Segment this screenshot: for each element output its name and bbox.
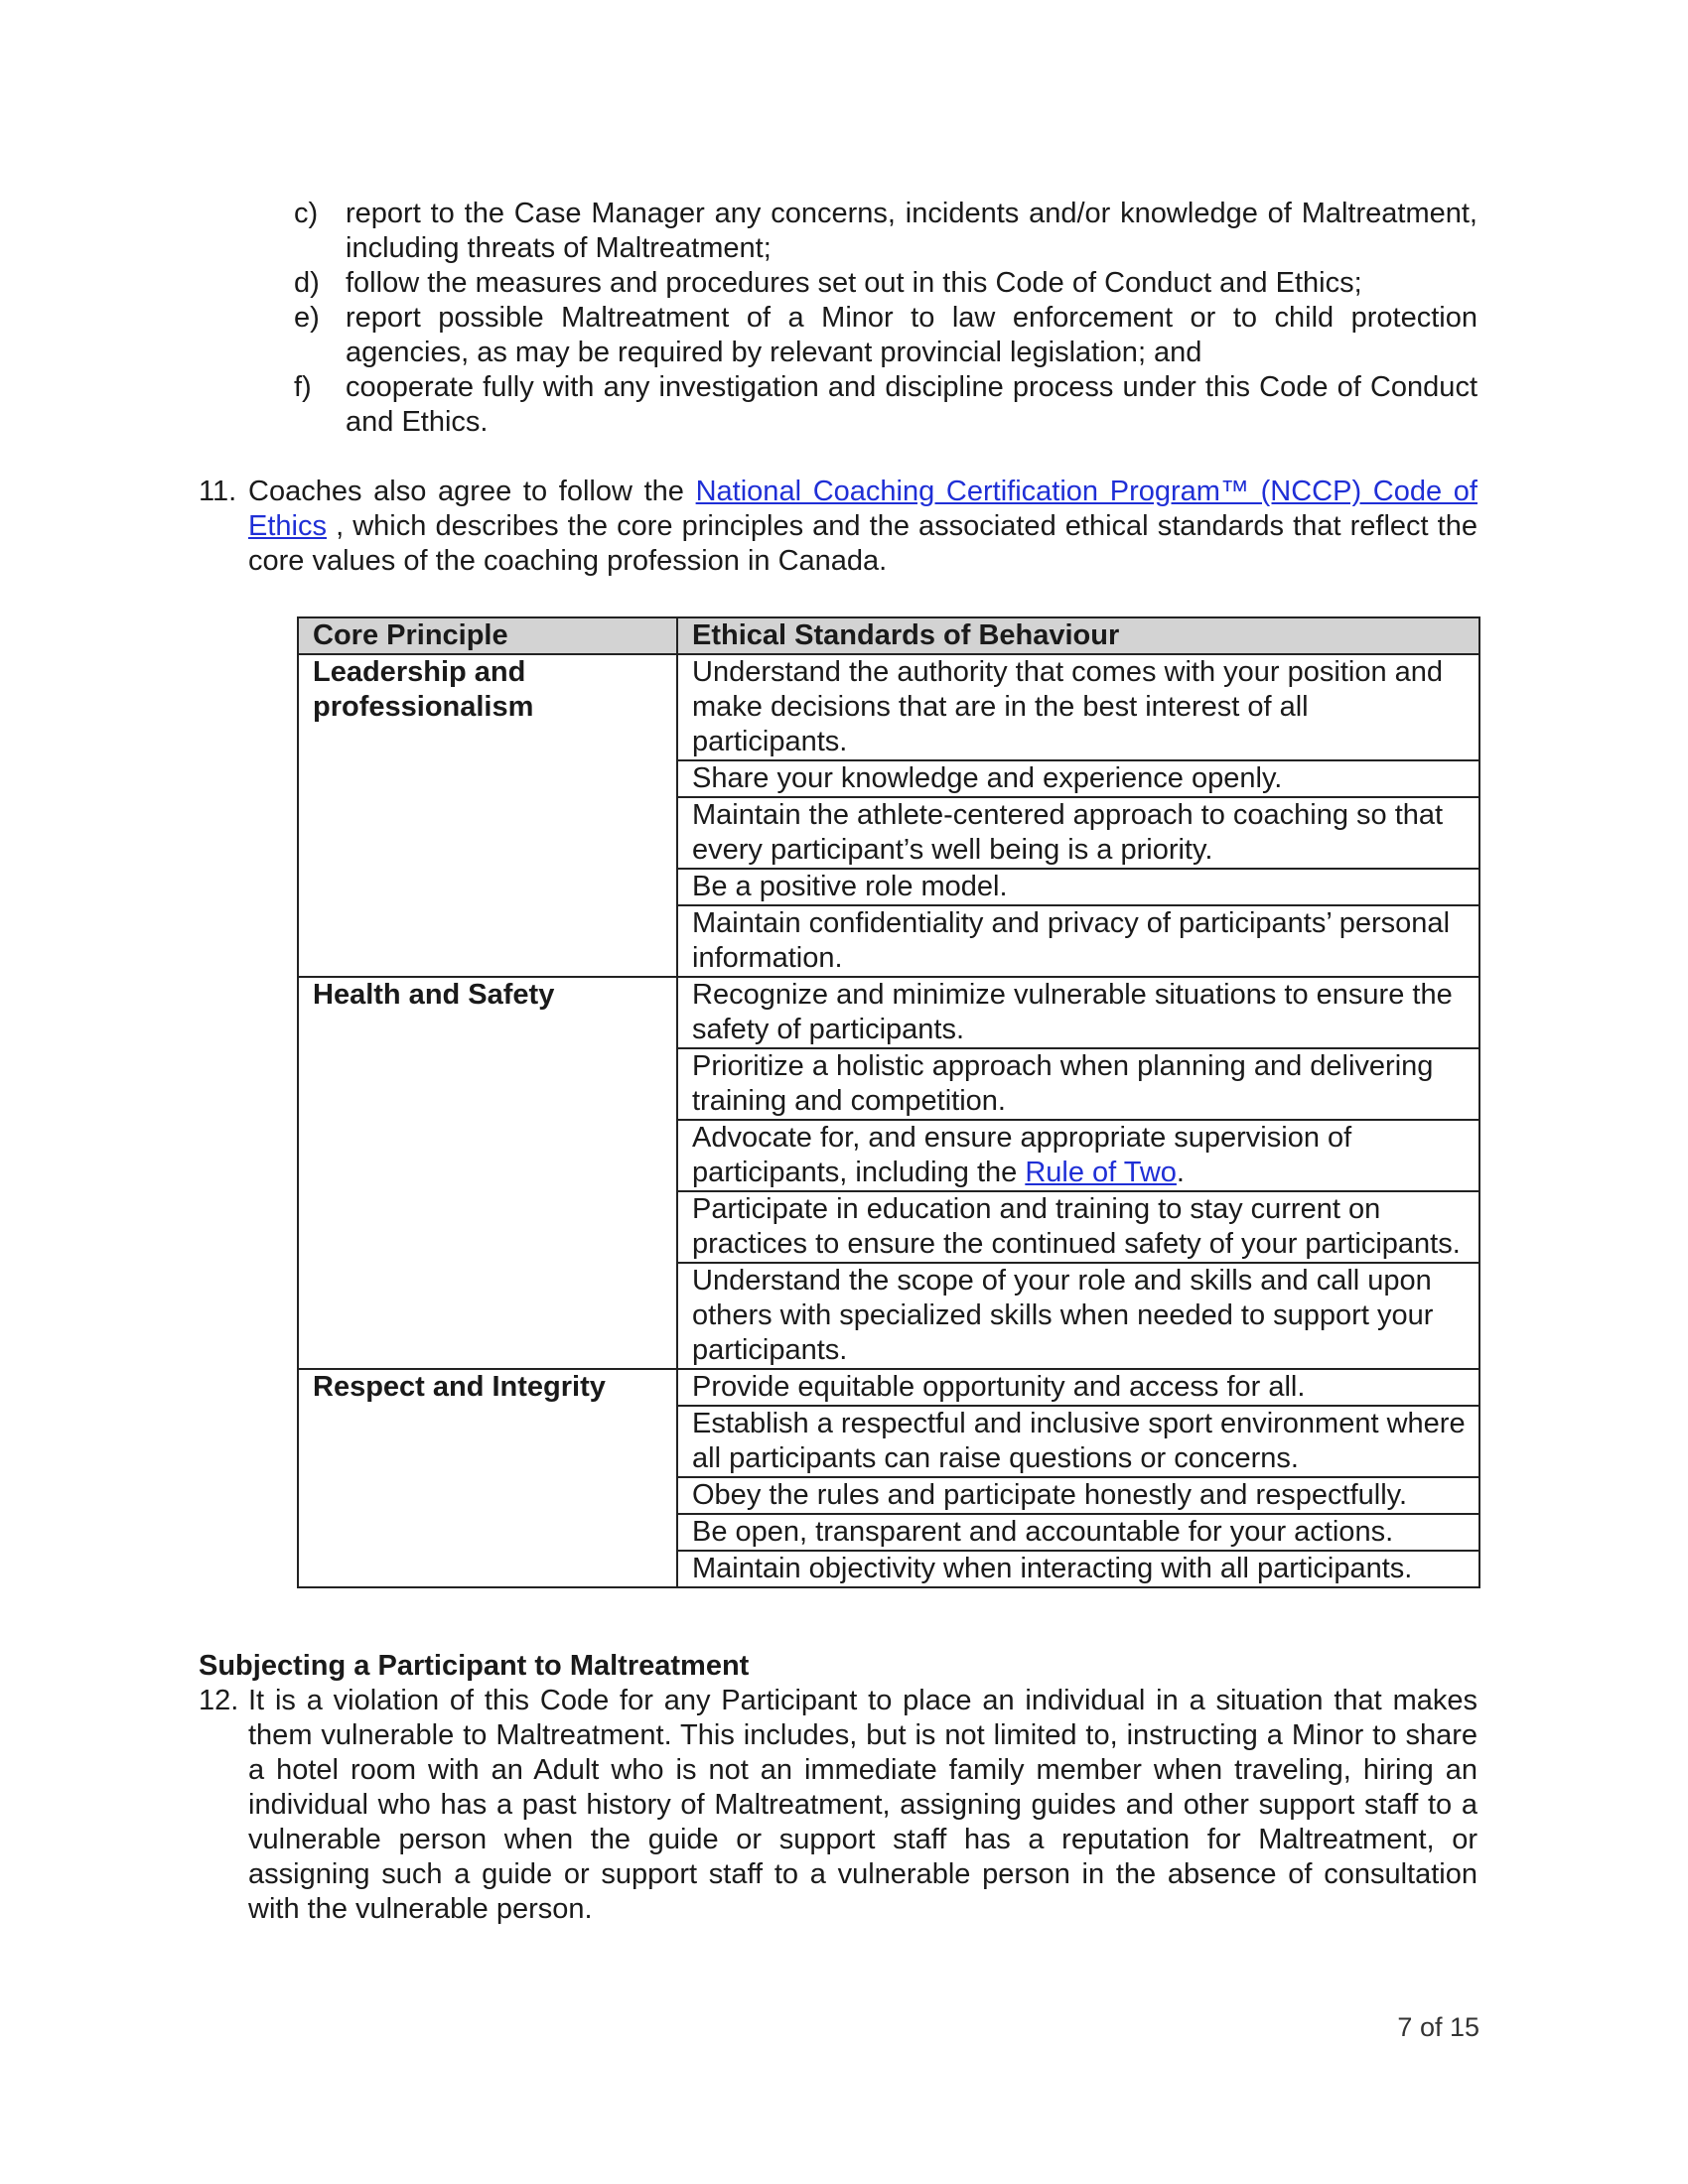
- list-item-text: cooperate fully with any investigation and discipline process under this Code of Conduct and Ethics.: [346, 371, 1477, 438]
- standard-cell: Maintain confidentiality and privacy of participants’ personal information.: [677, 905, 1479, 977]
- list-marker: e): [294, 302, 320, 334]
- section-heading: Subjecting a Participant to Maltreatment: [199, 1650, 750, 1682]
- principle-cell: Respect and Integrity: [298, 1369, 677, 1587]
- paragraph-text-start: Coaches also agree to follow the: [248, 476, 696, 507]
- standard-cell: Maintain the athlete-centered approach to coaching so that every participant’s well being is a priority.: [677, 797, 1479, 869]
- standard-cell: Maintain objectivity when interacting with all participants.: [677, 1551, 1479, 1587]
- list-marker: c): [294, 198, 319, 229]
- standard-cell: Establish a respectful and inclusive sport environment where all participants can raise questions or concerns.: [677, 1406, 1479, 1477]
- paragraph-11: [199, 475, 1477, 579]
- standard-cell: Prioritize a holistic approach when planning and delivering training and competition.: [677, 1048, 1479, 1120]
- standard-cell: Be a positive role model.: [677, 869, 1479, 905]
- header-core-principle: Core Principle: [298, 617, 677, 654]
- page-number: 7 of 15: [1397, 2012, 1479, 2042]
- paragraph-text: [199, 475, 1477, 579]
- lettered-list: [294, 197, 1477, 440]
- paragraph-number: 12.: [199, 1685, 239, 1716]
- table-header-row: [298, 617, 1479, 654]
- list-item: [294, 370, 1477, 440]
- list-marker: d): [294, 267, 320, 299]
- list-item-text: report to the Case Manager any concerns, incidents and/or knowledge of Maltreatment, including threats of Maltreatment;: [346, 198, 1477, 264]
- standard-cell: Recognize and minimize vulnerable situations to ensure the safety of participants.: [677, 977, 1479, 1048]
- header-ethical-standards: Ethical Standards of Behaviour: [677, 617, 1479, 654]
- paragraph-text-end: , which describes the core principles and the associated ethical standards that reflect the core values of the coaching profession in Canada.: [248, 510, 1477, 577]
- list-item-text: report possible Maltreatment of a Minor to law enforcement or to child protection agencies, as may be required by relevant provincial legislation; and: [346, 302, 1477, 368]
- table-row: [298, 977, 1479, 1048]
- standard-cell: Participate in education and training to stay current on practices to ensure the continued safety of your participants.: [677, 1191, 1479, 1263]
- table-row: [298, 654, 1479, 760]
- list-item: [294, 266, 1477, 301]
- nccp-code-of-ethics-link[interactable]: National Coaching Certification Program™ (NCCP) Code of Ethics: [248, 476, 1477, 542]
- ethics-table: [297, 616, 1480, 1588]
- standard-cell: Provide equitable opportunity and access for all.: [677, 1369, 1479, 1406]
- paragraph-12: [199, 1684, 1477, 1927]
- standard-text: Advocate for, and ensure appropriate supervision of participants, including the: [692, 1122, 1352, 1188]
- standard-cell: Share your knowledge and experience openly.: [677, 760, 1479, 797]
- standard-cell: Understand the authority that comes with your position and make decisions that are in the best interest of all participants.: [677, 654, 1479, 760]
- paragraph-text: It is a violation of this Code for any Participant to place an individual in a situation that makes them vulnerable to Maltreatment. This includes, but is not limited to, instructing a Minor to share a hotel room with an Adult who is not an immediate family member when traveling, hiring an individual who has a past history of Maltreatment, assigning guides and other support staff to a vulnerable person when the guide or support staff has a reputation for Maltreatment, or assigning such a guide or support staff to a vulnerable person in the absence of consultation with the vulnerable person.: [248, 1685, 1477, 1925]
- standard-text-end: .: [1176, 1157, 1185, 1188]
- standard-cell: Understand the scope of your role and skills and call upon others with specialized skills when needed to support your participants.: [677, 1263, 1479, 1369]
- list-item: [294, 301, 1477, 370]
- paragraph-number: 11.: [199, 476, 237, 507]
- table-row: [298, 1369, 1479, 1406]
- list-marker: f): [294, 371, 312, 403]
- standard-cell: Obey the rules and participate honestly and respectfully.: [677, 1477, 1479, 1514]
- standard-cell: [677, 1120, 1479, 1191]
- principle-cell: Health and Safety: [298, 977, 677, 1369]
- principle-cell: Leadership and professionalism: [298, 654, 677, 977]
- rule-of-two-link[interactable]: Rule of Two: [1025, 1157, 1177, 1188]
- list-item: [294, 197, 1477, 266]
- standard-cell: Be open, transparent and accountable for your actions.: [677, 1514, 1479, 1551]
- list-item-text: follow the measures and procedures set out in this Code of Conduct and Ethics;: [346, 267, 1362, 299]
